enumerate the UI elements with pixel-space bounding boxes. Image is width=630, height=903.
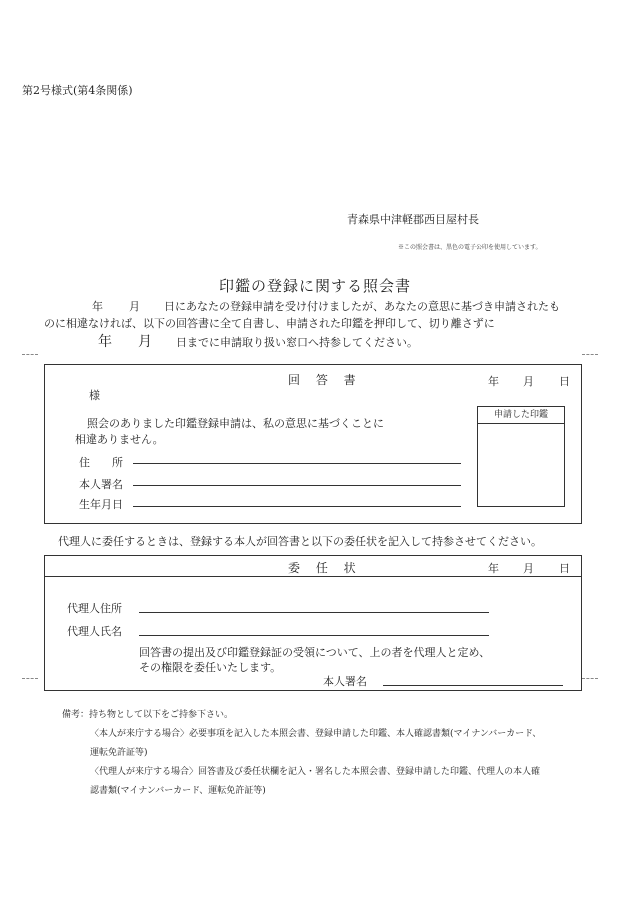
reply-title: 回 答 書 bbox=[288, 373, 362, 387]
delegation-form bbox=[44, 555, 582, 691]
delegation-title: 委 任 状 bbox=[288, 561, 362, 575]
notice-line-3 bbox=[98, 331, 418, 351]
remarks-self-line-2: 運転免許証等) bbox=[90, 748, 148, 758]
cut-line-right-top bbox=[582, 354, 598, 355]
notice-line-1-text: 日にあなたの登録申請を受け付けましたが、あなたの意思に基づき申請されたも bbox=[164, 300, 560, 313]
notice-line-2: のに相違なければ、以下の回答書に全て自書し、申請された印鑑を押印して、切り離さずに bbox=[44, 317, 495, 330]
issuer-name: 青森県中津軽郡西目屋村長 bbox=[347, 213, 479, 226]
delegation-date-month: 月 bbox=[523, 562, 534, 575]
remarks-agent-line-1: 〈代理人が来庁する場合〉回答書及び委任状欄を記入・署名した本照会書、登録申請した印鑑、代理人の本人確 bbox=[90, 767, 541, 777]
agent-name-label: 代理人氏名 bbox=[67, 625, 122, 638]
proxy-instruction: 代理人に委任するときは、登録する本人が回答書と以下の委任状を記入して持参させてください。 bbox=[58, 535, 542, 548]
form-number: 第2号様式(第4条関係) bbox=[22, 84, 133, 97]
seal-box-label: 申請した印鑑 bbox=[478, 407, 564, 424]
birthdate-label: 生年月日 bbox=[79, 498, 123, 511]
signature-field[interactable] bbox=[133, 485, 461, 486]
deadline-month: 月 bbox=[138, 334, 152, 350]
reply-body-line-2: 相違ありません。 bbox=[75, 433, 164, 446]
birthdate-field[interactable] bbox=[133, 506, 461, 507]
agent-name-field[interactable] bbox=[139, 635, 489, 636]
reply-date-month: 月 bbox=[523, 375, 534, 388]
document-title: 印鑑の登録に関する照会書 bbox=[218, 277, 411, 295]
reply-date-year: 年 bbox=[488, 375, 499, 388]
delegation-date-year: 年 bbox=[488, 562, 499, 575]
cut-line-left-top bbox=[22, 354, 38, 355]
delegation-body-line-2: その権限を委任いたします。 bbox=[139, 661, 282, 674]
seal-note: ※この照会書は、黒色の電子公印を使用しています。 bbox=[398, 244, 542, 251]
address-label: 住 所 bbox=[79, 456, 123, 469]
cut-line-left-bottom bbox=[22, 678, 38, 679]
agent-address-field[interactable] bbox=[139, 612, 489, 613]
delegation-body-line-1: 回答書の提出及び印鑑登録証の受領について、上の者を代理人と定め、 bbox=[139, 646, 491, 659]
signature-label: 本人署名 bbox=[79, 478, 123, 491]
notice-line-3-text: 日までに申請取り扱い窓口へ持参してください。 bbox=[176, 336, 418, 349]
delegation-date-day: 日 bbox=[559, 562, 570, 575]
agent-address-label: 代理人住所 bbox=[67, 602, 122, 615]
remarks-self-line-1: 〈本人が来庁する場合〉必要事項を記入した本照会書、登録申請した印鑑、本人確認書類(マイナンバーカード、 bbox=[90, 729, 542, 739]
reply-date-day: 日 bbox=[559, 375, 570, 388]
notice-month: 月 bbox=[129, 300, 140, 313]
notice-line-1 bbox=[92, 298, 560, 314]
delegation-signature-field[interactable] bbox=[383, 685, 563, 686]
seal-stamp-box[interactable] bbox=[477, 406, 565, 507]
address-field[interactable] bbox=[133, 463, 461, 464]
cut-line-right-bottom bbox=[582, 678, 598, 679]
remarks-agent-line-2: 認書類(マイナンバーカード、運転免許証等) bbox=[90, 786, 266, 796]
deadline-year: 年 bbox=[98, 334, 112, 350]
notice-year: 年 bbox=[92, 300, 103, 313]
remarks-heading: 備考：持ち物として以下をご持参下さい。 bbox=[62, 710, 234, 720]
addressee-suffix: 様 bbox=[89, 389, 100, 402]
delegation-header bbox=[45, 556, 581, 577]
reply-body-line-1: 照会のありました印鑑登録申請は、私の意思に基づくことに bbox=[87, 417, 384, 430]
delegation-signature-label: 本人署名 bbox=[323, 675, 367, 688]
